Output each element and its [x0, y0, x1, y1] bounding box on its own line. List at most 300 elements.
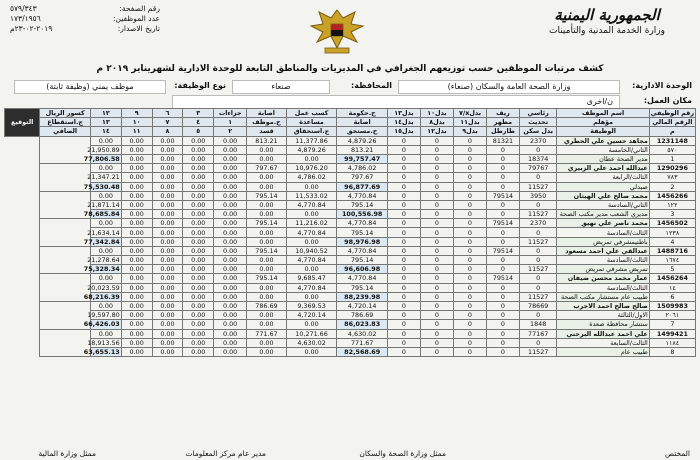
amount-cell: 0.00	[214, 219, 247, 228]
amount-cell: 4,770.84	[286, 283, 337, 292]
amount-cell: 0	[519, 338, 556, 347]
amount-cell: 18374	[519, 154, 556, 163]
amount-cell: 0.00	[121, 237, 152, 246]
amount-cell: 0	[453, 200, 486, 209]
amount-cell: 0.00	[121, 246, 152, 255]
amount-cell: 0	[453, 228, 486, 237]
amount-cell: 0	[387, 154, 420, 163]
col-head: ١١	[121, 127, 152, 136]
amount-cell: 0	[387, 347, 420, 356]
amount-cell: 0	[453, 274, 486, 283]
amount-cell: 795.14	[337, 283, 388, 292]
amount-cell: 0.00	[152, 173, 183, 182]
amount-cell: 0.00	[183, 237, 214, 246]
amount-cell: 0.00	[286, 292, 337, 301]
table-row	[5, 210, 696, 219]
table-row	[5, 338, 696, 347]
amount-cell: 0.00	[152, 329, 183, 338]
col-head: الصافي	[40, 127, 91, 136]
amount-cell: 21,347.21	[87, 173, 120, 182]
footer-health-rep: ممثل وزارة الصحة والسكان	[359, 449, 446, 458]
amount-cell: 0.00	[152, 292, 183, 301]
amount-cell: 0	[420, 329, 453, 338]
amount-cell: 98,976.98	[337, 237, 388, 246]
amount-cell: 0.00	[247, 210, 287, 219]
amount-cell: 0	[420, 182, 453, 191]
signature-head: التوقيع	[5, 109, 40, 137]
col-head: مظهر	[486, 118, 519, 127]
governorate-value: صنعاء	[232, 80, 330, 94]
amount-cell: 0.00	[121, 136, 152, 145]
amount-cell: 9,685.47	[286, 274, 337, 283]
amount-cell: 0	[387, 292, 420, 301]
amount-cell: 0.00	[183, 292, 214, 301]
amount-cell: 0	[420, 265, 453, 274]
amount-cell: 795.14	[247, 246, 287, 255]
amount-cell: 0	[420, 200, 453, 209]
amount-cell: 0.00	[183, 210, 214, 219]
amount-cell: 0.00	[183, 347, 214, 356]
amount-cell: 0	[519, 256, 556, 265]
amount-cell: 0	[387, 182, 420, 191]
col-head: كسب عمل	[286, 109, 337, 118]
amount-cell: 78,685.84	[83, 210, 120, 219]
amount-cell: 0.00	[152, 347, 183, 356]
amount-cell: 0.00	[152, 265, 183, 274]
table-row	[5, 191, 696, 200]
amount-cell: 21,278.64	[87, 256, 120, 265]
amount-cell: 0.00	[247, 200, 287, 209]
amount-cell: 0.00	[121, 219, 152, 228]
amount-cell: 0	[387, 311, 420, 320]
amount-cell: 78669	[519, 301, 556, 310]
amount-cell: 795.14	[337, 228, 388, 237]
employee-info-cell: الثاني/الخامسة	[557, 145, 649, 154]
amount-cell: 68,216.39	[83, 292, 120, 301]
report-title: كشف مرتبات الموظفين حسب توزيعهم الجغرافي في المديريات والمناطق التابعة للوحدة الادارية لشهريناير ٢٠١٩ م	[96, 64, 604, 74]
republic-calligraphy: الجمهورية اليمنية	[554, 6, 660, 24]
amount-cell: 0	[453, 154, 486, 163]
amount-cell: 786.69	[247, 301, 287, 310]
amount-cell: 99,757.47	[337, 154, 388, 163]
amount-cell: 0	[387, 320, 420, 329]
col-head: مساعدة	[286, 118, 337, 127]
table-row	[5, 182, 696, 191]
amount-cell: 11,377.86	[286, 136, 337, 145]
signature-cell[interactable]	[40, 246, 91, 274]
employee-id-cell: ٢٠٦١	[649, 311, 695, 320]
amount-cell: 0.00	[214, 274, 247, 283]
col-head: ٩	[121, 109, 152, 118]
amount-cell: 0.00	[121, 347, 152, 356]
header-row-2	[5, 118, 696, 127]
employee-id-cell: 3	[649, 210, 695, 219]
amount-cell: 0.00	[121, 228, 152, 237]
amount-cell: 0.00	[152, 256, 183, 265]
amount-cell: 0.00	[183, 246, 214, 255]
amount-cell: 0.00	[247, 338, 287, 347]
amount-cell: 0.00	[152, 136, 183, 145]
amount-cell: 79514	[486, 219, 519, 228]
amount-cell: 0	[387, 338, 420, 347]
employee-info-cell: علي احمد عبدالله البرحني	[557, 329, 649, 338]
employee-info-cell: طبيب عام	[557, 347, 649, 356]
amount-cell: 0.00	[121, 164, 152, 173]
amount-cell: 0.00	[214, 292, 247, 301]
amount-cell: 4,720.14	[286, 311, 337, 320]
employee-info-cell: باطنيمشرفي تمريض	[557, 237, 649, 246]
amount-cell: 0.00	[152, 301, 183, 310]
amount-cell: 0.00	[152, 182, 183, 191]
table-row	[5, 329, 696, 338]
amount-cell: 0	[387, 283, 420, 292]
amount-cell: 0.00	[183, 164, 214, 173]
employee-id-cell: 5	[649, 265, 695, 274]
table-row	[5, 301, 696, 310]
amount-cell: 0.00	[90, 329, 121, 338]
amount-cell: 0	[387, 145, 420, 154]
amount-cell: 75,328.34	[83, 265, 120, 274]
col-head: الوظيفة	[557, 127, 649, 136]
amount-cell: 4,770.84	[337, 274, 388, 283]
amount-cell: 0.00	[214, 301, 247, 310]
amount-cell: 0.00	[214, 200, 247, 209]
amount-cell: 4,720.14	[337, 301, 388, 310]
amount-cell: 0	[519, 246, 556, 255]
employee-info-cell: طبيب عام مستشار مكتب الصحة	[557, 292, 649, 301]
table-row	[5, 256, 696, 265]
unit-value: وزارة الصحة العامة والسكان (صنعاء)	[398, 80, 620, 94]
employee-info-cell: الثالث/السابعة	[557, 338, 649, 347]
amount-cell: 4,770.84	[286, 200, 337, 209]
amount-cell: 0.00	[121, 329, 152, 338]
amount-cell: 0	[387, 173, 420, 182]
table-row	[5, 154, 696, 163]
amount-cell: 0.00	[286, 154, 337, 163]
amount-cell: 11527	[519, 210, 556, 219]
amount-cell: 0	[420, 219, 453, 228]
unit-label: الوحدة الادارية:	[632, 81, 692, 90]
amount-cell: 4,770.84	[286, 228, 337, 237]
amount-cell: 0.00	[214, 210, 247, 219]
amount-cell: 0.00	[247, 256, 287, 265]
amount-cell: 0	[420, 292, 453, 301]
col-head: ٢	[214, 127, 247, 136]
amount-cell: 0	[387, 219, 420, 228]
amount-cell: 75,530.48	[83, 182, 120, 191]
amount-cell: 0.00	[183, 145, 214, 154]
col-head: مؤهلم	[557, 118, 649, 127]
amount-cell: 0	[420, 228, 453, 237]
amount-cell: 0.00	[183, 191, 214, 200]
amount-cell: 0	[387, 329, 420, 338]
amount-cell: 0	[486, 200, 519, 209]
amount-cell: 0.00	[214, 154, 247, 163]
amount-cell: 0	[420, 154, 453, 163]
employee-rows	[5, 136, 696, 357]
amount-cell: 0	[486, 210, 519, 219]
table-row	[5, 311, 696, 320]
employee-info-cell: صيدلي	[557, 182, 649, 191]
col-head: بدل١٣	[387, 109, 420, 118]
amount-cell: 0.00	[286, 320, 337, 329]
amount-cell: 96,606.98	[337, 265, 388, 274]
amount-cell: 0.00	[121, 292, 152, 301]
signature-cell[interactable]	[40, 191, 91, 219]
amount-cell: 0.00	[121, 301, 152, 310]
amount-cell: 0	[453, 246, 486, 255]
amount-cell: 0	[420, 283, 453, 292]
amount-cell: 0	[453, 301, 486, 310]
amount-cell: 4,770.84	[337, 191, 388, 200]
amount-cell: 795.14	[247, 274, 287, 283]
amount-cell: 0.00	[152, 145, 183, 154]
amount-cell: 4,770.84	[286, 256, 337, 265]
amount-cell: 4,770.84	[337, 219, 388, 228]
col-head: جزاءات	[214, 109, 247, 118]
ministry-block	[532, 6, 682, 36]
col-head: بدل١١	[453, 118, 486, 127]
amount-cell: 77167	[519, 329, 556, 338]
signature-cell[interactable]	[40, 274, 91, 302]
signature-cell[interactable]	[40, 301, 91, 329]
col-head: م	[649, 127, 695, 136]
amount-cell: 0.00	[214, 329, 247, 338]
amount-cell: 0	[420, 338, 453, 347]
col-head: طارطل	[486, 127, 519, 136]
employee-info-cell: مديري الشعب مدير مكتب الصحة	[557, 210, 649, 219]
amount-cell: 0	[519, 311, 556, 320]
employee-id-cell: ١٢٢	[649, 200, 695, 209]
amount-cell: 0.00	[183, 256, 214, 265]
col-head: ٣	[183, 109, 214, 118]
amount-cell: 19,597.80	[87, 311, 120, 320]
employee-info-cell: الثالث/السادسة	[557, 228, 649, 237]
employee-id-cell: 4	[649, 237, 695, 246]
amount-cell: 0	[486, 182, 519, 191]
amount-cell: 0	[387, 200, 420, 209]
col-head: ج.استقطاع	[40, 118, 91, 127]
amount-cell: 0.00	[247, 265, 287, 274]
amount-cell: 0	[453, 320, 486, 329]
employee-id-cell: 1499421	[649, 329, 695, 338]
col-head: ١٠	[121, 118, 152, 127]
amount-cell: 0	[486, 173, 519, 182]
amount-cell: 4,786.02	[286, 173, 337, 182]
amount-cell: 0.00	[247, 292, 287, 301]
amount-cell: 0.00	[183, 173, 214, 182]
col-head: بدل١٢	[420, 127, 453, 136]
table-row	[5, 173, 696, 182]
amount-cell: 0	[486, 265, 519, 274]
amount-cell: 88,239.98	[337, 292, 388, 301]
amount-cell: 0.00	[121, 154, 152, 163]
amount-cell: 0	[387, 265, 420, 274]
col-head: ح.مستحق	[337, 127, 388, 136]
amount-cell: 86,023.83	[337, 320, 388, 329]
amount-cell: 1848	[519, 320, 556, 329]
employee-id-cell: 1290296	[649, 164, 695, 173]
table-row	[5, 274, 696, 283]
signature-cell[interactable]	[40, 136, 91, 164]
col-head: ج.استحقاق	[286, 127, 337, 136]
table-row	[5, 164, 696, 173]
employee-id-cell: 1456266	[649, 191, 695, 200]
amount-cell: 0.00	[214, 320, 247, 329]
amount-cell: 66,426.03	[83, 320, 120, 329]
col-head: بدلx/٧	[453, 109, 486, 118]
amount-cell: 0.00	[183, 200, 214, 209]
amount-cell: 0	[420, 347, 453, 356]
amount-cell: 0.00	[121, 191, 152, 200]
amount-cell: 0	[486, 347, 519, 356]
employee-info-cell: الثالث/السادسة	[557, 283, 649, 292]
amount-cell: 2370	[519, 136, 556, 145]
amount-cell: 0.00	[214, 173, 247, 182]
amount-cell: 0.00	[183, 274, 214, 283]
col-head: كسور الريال	[40, 109, 91, 118]
amount-cell: 0.00	[152, 338, 183, 347]
amount-cell: 0	[420, 136, 453, 145]
amount-cell: 0.00	[90, 246, 121, 255]
signature-cell[interactable]	[40, 219, 91, 247]
amount-cell: 0.00	[214, 228, 247, 237]
amount-cell: 0.00	[214, 311, 247, 320]
employee-id-cell: ١٢٣٨	[649, 228, 695, 237]
employee-id-cell: ١١٨٤	[649, 338, 695, 347]
amount-cell: 0	[420, 301, 453, 310]
col-head: ريف	[486, 109, 519, 118]
amount-cell: 786.69	[337, 311, 388, 320]
amount-cell: 0	[486, 145, 519, 154]
amount-cell: 0.00	[152, 154, 183, 163]
employee-info-cell: عبدالقي علي احمد مسعود	[557, 246, 649, 255]
table-row	[5, 347, 696, 356]
amount-cell: 771.67	[247, 329, 287, 338]
amount-cell: 0	[453, 145, 486, 154]
amount-cell: 0	[420, 173, 453, 182]
table-row	[5, 246, 696, 255]
col-head: قسد	[247, 127, 287, 136]
amount-cell: 0.00	[247, 145, 287, 154]
amount-cell: 10,940.52	[286, 246, 337, 255]
amount-cell: 0	[486, 338, 519, 347]
amount-cell: 0	[486, 292, 519, 301]
amount-cell: 0.00	[121, 200, 152, 209]
col-head: ١٢	[90, 109, 121, 118]
amount-cell: 0	[453, 164, 486, 173]
amount-cell: 21,950.89	[87, 145, 120, 154]
amount-cell: 11527	[519, 265, 556, 274]
amount-cell: 0.00	[121, 338, 152, 347]
amount-cell: 79514	[486, 191, 519, 200]
amount-cell: 0	[420, 320, 453, 329]
amount-cell: 0	[519, 283, 556, 292]
amount-cell: 0.00	[183, 329, 214, 338]
amount-cell: 813.21	[247, 136, 287, 145]
amount-cell: 0.00	[247, 182, 287, 191]
amount-cell: 0	[486, 237, 519, 246]
amount-cell: 0.00	[152, 246, 183, 255]
amount-cell: 0	[519, 145, 556, 154]
col-head: ١٣	[90, 118, 121, 127]
employee-info-cell: الثاني/السادسة	[557, 200, 649, 209]
amount-cell: 0	[453, 292, 486, 301]
amount-cell: 0	[519, 228, 556, 237]
workplace-label: مكان العمل:	[643, 96, 692, 105]
amount-cell: 0	[453, 182, 486, 191]
amount-cell: 0.00	[90, 301, 121, 310]
table-row	[5, 283, 696, 292]
col-head: رئاسي	[519, 109, 556, 118]
amount-cell: 0	[453, 173, 486, 182]
amount-cell: 0	[453, 210, 486, 219]
employee-id-cell: 1456502	[649, 219, 695, 228]
amount-cell: 79767	[519, 164, 556, 173]
amount-cell: 3950	[519, 191, 556, 200]
col-head: ١	[214, 118, 247, 127]
amount-cell: 0.00	[121, 265, 152, 274]
document-header	[0, 0, 700, 62]
employee-id-cell: ٥٧٠	[649, 145, 695, 154]
header-row-3	[5, 127, 696, 136]
table-row	[5, 219, 696, 228]
employee-id-cell: 1509983	[649, 301, 695, 310]
amount-cell: 0	[420, 311, 453, 320]
signature-cell[interactable]	[40, 164, 91, 192]
col-head: بدل١٥	[387, 127, 420, 136]
amount-cell: 0	[486, 228, 519, 237]
amount-cell: 79514	[486, 274, 519, 283]
amount-cell: 0	[453, 219, 486, 228]
amount-cell: 0	[387, 136, 420, 145]
amount-cell: 0.00	[214, 246, 247, 255]
col-head: الرقم المالي	[649, 118, 695, 127]
amount-cell: 0.00	[121, 320, 152, 329]
amount-cell: 0.00	[183, 228, 214, 237]
col-head: ٧	[152, 118, 183, 127]
amount-cell: 0.00	[214, 182, 247, 191]
table-row	[5, 292, 696, 301]
amount-cell: 0.00	[121, 182, 152, 191]
amount-cell: 0.00	[214, 164, 247, 173]
amount-cell: 0	[453, 338, 486, 347]
amount-cell: 4,786.02	[337, 164, 388, 173]
employee-info-cell: الثالث/الرابعة	[557, 173, 649, 182]
amount-cell: 0.00	[152, 191, 183, 200]
table-row	[5, 237, 696, 246]
amount-cell: 0.00	[152, 164, 183, 173]
amount-cell: 11527	[519, 237, 556, 246]
amount-cell: 0.00	[121, 256, 152, 265]
col-head: ٨	[152, 127, 183, 136]
employee-info-cell: محمد ناصر علي نهيق	[557, 219, 649, 228]
table-row	[5, 136, 696, 145]
amount-cell: 9,369.53	[286, 301, 337, 310]
amount-cell: 0	[420, 256, 453, 265]
employee-id-cell: 2	[649, 182, 695, 191]
signatures-footer	[4, 449, 696, 460]
amount-cell: 0.00	[214, 283, 247, 292]
amount-cell: 0.00	[286, 265, 337, 274]
amount-cell: 0.00	[214, 237, 247, 246]
employee-id-cell: 8	[649, 347, 695, 356]
amount-cell: 0	[387, 191, 420, 200]
amount-cell: 0.00	[183, 265, 214, 274]
employee-info-cell: مجاهد حسين علي الحطري	[557, 136, 649, 145]
employee-info-cell: تمريض مشرفي تمريض	[557, 265, 649, 274]
signature-cell[interactable]	[40, 329, 91, 357]
